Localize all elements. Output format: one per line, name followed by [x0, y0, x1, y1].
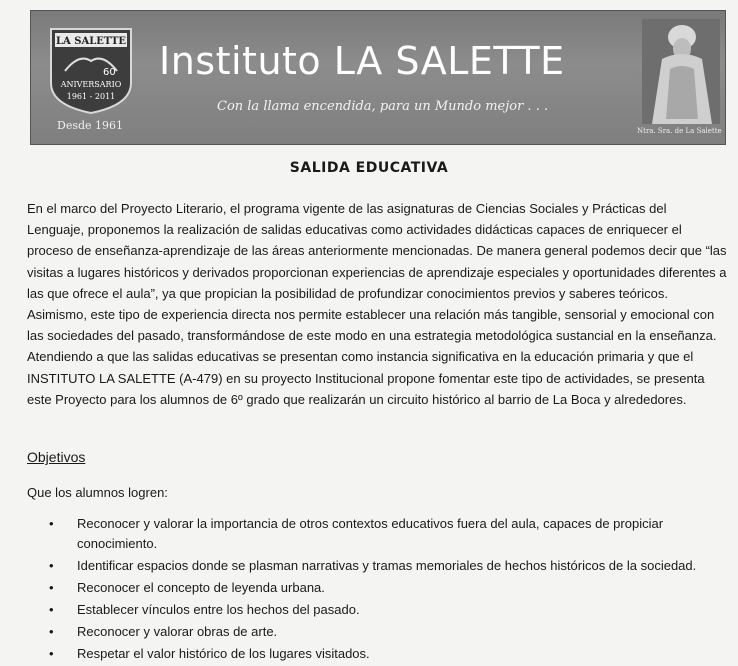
objectives-lead: Que los alumnos logren:: [27, 485, 168, 500]
list-item: • Reconocer y valorar obras de arte.: [27, 622, 717, 642]
svg-text:LA SALETTE: LA SALETTE: [55, 36, 127, 47]
svg-text:60: 60: [103, 67, 116, 78]
objectives-heading: Objetivos: [27, 449, 86, 465]
image-caption: Ntra. Sra. de La Salette: [637, 127, 722, 135]
anniversary-seal-logo: [45, 25, 137, 115]
document-title: SALIDA EDUCATIVA: [289, 160, 449, 176]
svg-text:1961 - 2011: 1961 - 2011: [66, 92, 116, 101]
objectives-list: [27, 514, 717, 666]
letterhead-banner: [30, 10, 726, 145]
list-item: • Respetar el valor histórico de los lugares visitados.: [27, 644, 717, 664]
svg-text:ANIVERSARIO: ANIVERSARIO: [60, 80, 122, 89]
list-item: • Reconocer y valorar la importancia de otros contextos educativos fuera del aula, capaces de propiciar conocimiento.: [27, 514, 717, 554]
intro-paragraph: En el marco del Proyecto Literario, el programa vigente de las asignaturas de Ciencias Sociales y Prácticas del Lenguaje, proponemos la realización de salidas educativas como actividades didácticas capaces de enriquecer el proceso de enseñanza-aprendizaje de las áreas anteriormente mencionadas. De manera general podemos decir que “las visitas a lugares históricos y derivados proporcionan experiencias de aprendizaje especiales y oportunidades diferentes a las que ofrece el aula”, ya que propician la posibilidad de profundizar conocimientos previos y saberes teóricos. Asimismo, este tipo de experiencia directa nos permite establecer una relación más tangible, sensorial y emocional con las sociedades del pasado, transformándose de este modo en una estrategia metodológica sustancial en la enseñanza. Atendiendo a que las salidas educativas se presentan como instancia significativa en la educación primaria y que el INSTITUTO LA SALETTE (A-479) en su proyecto Institucional propone fomentar este tipo de actividades, se presenta este Proyecto para los alumnos de 6º grado que realizarán un circuito histórico al barrio de La Boca y alrededores.: [27, 201, 727, 407]
institution-tagline: Con la llama encendida, para un Mundo mejor . . .: [217, 99, 549, 114]
since-year: Desde 1961: [57, 119, 124, 132]
virgin-statue-image: [642, 19, 720, 124]
institution-title: Instituto LA SALETTE: [159, 39, 565, 83]
list-item: • Establecer vínculos entre los hechos del pasado.: [27, 600, 717, 620]
list-item: • Identificar espacios donde se plasman narrativas y tramas memoriales de hechos históricos de la sociedad.: [27, 556, 717, 576]
list-item: • Reconocer el concepto de leyenda urbana.: [27, 578, 717, 598]
